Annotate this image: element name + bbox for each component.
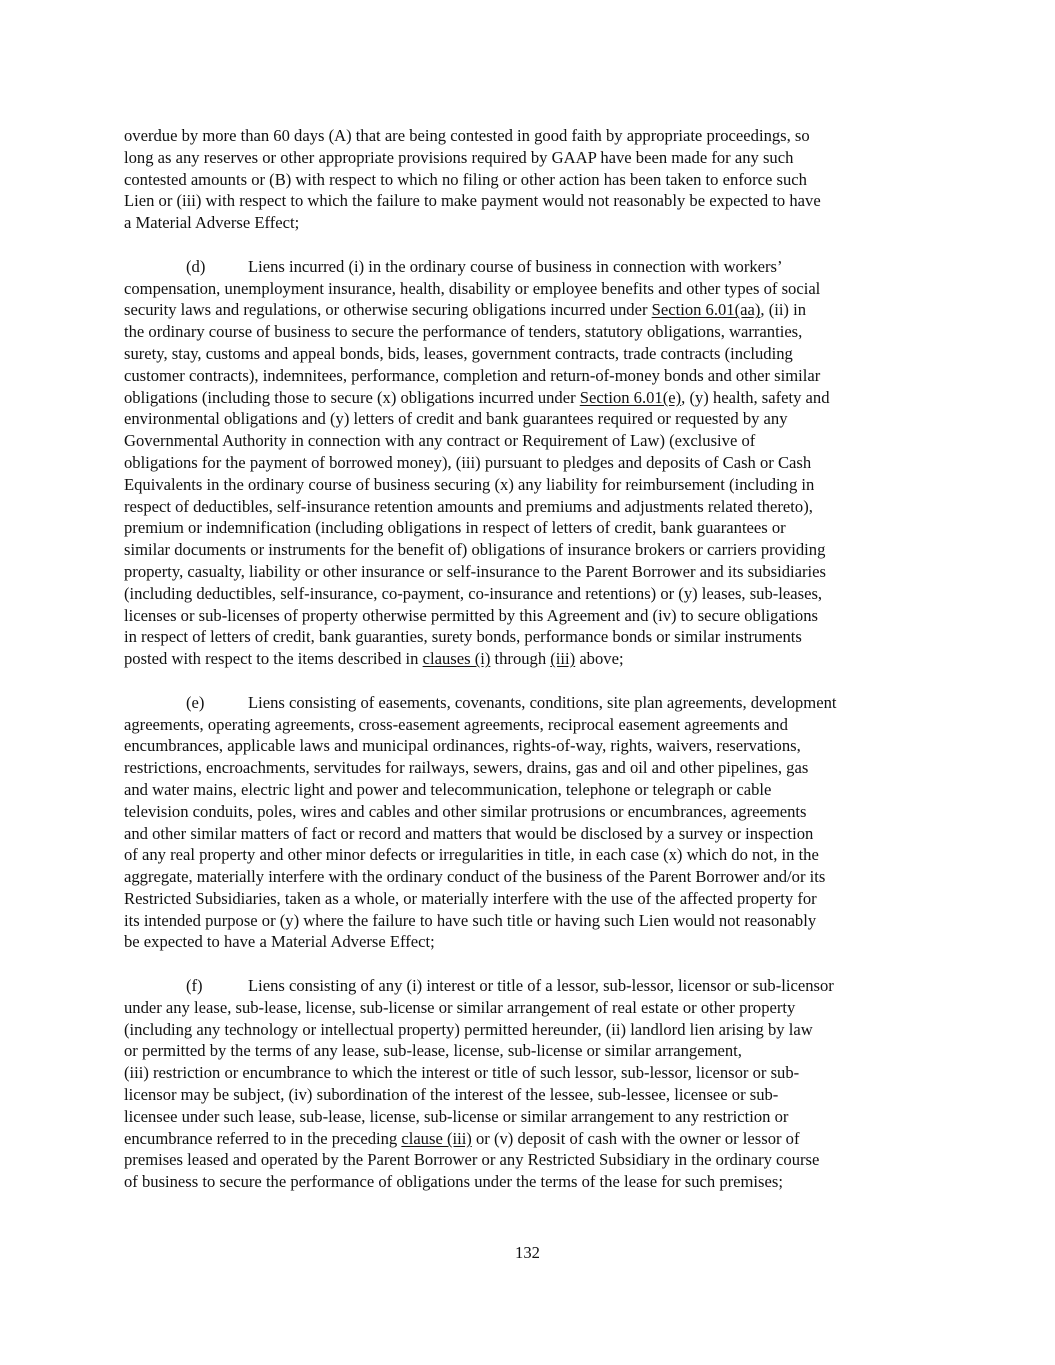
text-line: be expected to have a Material Adverse Effect;: [124, 932, 435, 952]
text-line: its intended purpose or (y) where the failure to have such title or having such Lien would not reasonably: [124, 910, 817, 930]
text-line: property, casualty, liability or other insurance or self-insurance to the Parent Borrower and its subsidiaries: [124, 561, 826, 581]
text-line: compensation, unemployment insurance, health, disability or employee benefits and other types of social: [124, 278, 821, 298]
text-line: in respect of letters of credit, bank guaranties, surety bonds, performance bonds or similar instruments: [124, 627, 802, 647]
text-segment: above;: [575, 649, 624, 669]
text-line: [124, 975, 936, 997]
text-line: premium or indemnification (including obligations in respect of letters of credit, bank guarantees or: [124, 518, 786, 538]
text-line: (including any technology or intellectual property) permitted hereunder, (ii) landlord lien arising by law: [124, 1019, 813, 1039]
text-line: licensor may be subject, (iv) subordination of the interest of the lessee, sub-lessee, licensee or sub-: [124, 1085, 779, 1105]
text-segment: obligations (including those to secure (x) obligations incurred under: [124, 387, 580, 407]
text-line: surety, stay, customs and appeal bonds, bids, leases, government contracts, trade contracts (including: [124, 343, 793, 363]
text-segment: Liens incurred (i) in the ordinary course of business in connection with workers’: [248, 256, 783, 276]
text-line: [124, 1128, 936, 1150]
text-segment: Liens consisting of easements, covenants, conditions, site plan agreements, development: [248, 692, 837, 712]
text-line: (including deductibles, self-insurance, co-payment, co-insurance and retentions) or (y) leases, sub-leases,: [124, 583, 823, 603]
clause-reference: clause (iii): [401, 1128, 472, 1148]
text-line: contested amounts or (B) with respect to which no filing or other action has been taken to enforce such: [124, 169, 807, 189]
clause-label: (e): [186, 692, 205, 712]
text-line: respect of deductibles, self-insurance retention amounts and premiums and adjustments related thereto),: [124, 496, 813, 516]
paragraph-e: [124, 692, 936, 954]
text-line: licenses or sub-licenses of property otherwise permitted by this Agreement and (iv) to secure obligations: [124, 605, 818, 625]
text-line: similar documents or instruments for the benefit of) obligations of insurance brokers or carriers providing: [124, 540, 826, 560]
section-reference: Section 6.01(e): [579, 387, 682, 407]
paragraph-d: [124, 256, 936, 670]
clause-label: (d): [186, 256, 206, 276]
text-line: aggregate, materially interfere with the ordinary conduct of the business of the Parent Borrower and/or its: [124, 867, 826, 887]
text-line: the ordinary course of business to secure the performance of tenders, statutory obligations, warranties,: [124, 322, 803, 342]
text-segment: or (v) deposit of cash with the owner or lessor of: [471, 1128, 800, 1148]
text-line: Equivalents in the ordinary course of business securing (x) any liability for reimbursement (including in: [124, 474, 815, 494]
text-line: of any real property and other minor defects or irregularities in title, in each case (x) which do not, in the: [124, 845, 819, 865]
text-line: restrictions, encroachments, servitudes for railways, sewers, drains, gas and oil and other pipelines, gas: [124, 758, 809, 778]
text-segment: encumbrance referred to in the preceding: [124, 1128, 402, 1148]
text-line: overdue by more than 60 days (A) that are being contested in good faith by appropriate proceedings, so: [124, 126, 810, 145]
text-line: [124, 692, 936, 714]
text-line: or permitted by the terms of any lease, sub-lease, license, sub-license or similar arrangement,: [124, 1041, 742, 1061]
text-line: and water mains, electric light and power and telecommunication, telephone or telegraph or cable: [124, 779, 772, 799]
text-line: and other similar matters of fact or record and matters that would be disclosed by a survey or inspection: [124, 823, 814, 843]
text-line: television conduits, poles, wires and cables and other similar protrusions or encumbrances, agreements: [124, 801, 807, 821]
text-line: premises leased and operated by the Parent Borrower or any Restricted Subsidiary in the ordinary course: [124, 1150, 820, 1170]
text-line: customer contracts), indemnitees, performance, completion and return-of-money bonds and other similar: [124, 365, 821, 385]
text-line: a Material Adverse Effect;: [124, 213, 300, 233]
text-segment: Liens consisting of any (i) interest or title of a lessor, sub-lessor, licensor or sub-licensor: [248, 976, 834, 996]
text-line: under any lease, sub-lease, license, sub-license or similar arrangement of real estate or other property: [124, 997, 796, 1017]
section-reference: Section 6.01(aa): [651, 300, 761, 320]
text-line: licensee under such lease, sub-lease, license, sub-license or similar arrangement to any restriction or: [124, 1106, 789, 1126]
text-line: Lien or (iii) with respect to which the failure to make payment would not reasonably be expected to have: [124, 191, 821, 211]
text-line: Governmental Authority in connection with any contract or Requirement of Law) (exclusive of: [124, 431, 756, 451]
paragraph-continuation: [124, 125, 936, 234]
text-segment: , (y) health, safety and: [681, 387, 830, 407]
text-line: [124, 387, 936, 409]
text-line: Restricted Subsidiaries, taken as a whole, or materially interfere with the use of the affected property for: [124, 888, 817, 908]
paragraph-f: [124, 975, 936, 1193]
text-line: agreements, operating agreements, cross-easement agreements, reciprocal easement agreements and: [124, 714, 788, 734]
text-line: long as any reserves or other appropriate provisions required by GAAP have been made for any such: [124, 147, 794, 167]
clause-reference: (iii): [550, 649, 576, 669]
text-segment: posted with respect to the items described in: [124, 649, 423, 669]
text-line: [124, 256, 936, 278]
text-line: encumbrances, applicable laws and municipal ordinances, rights-of-way, rights, waivers, reservations,: [124, 736, 801, 756]
text-line: obligations for the payment of borrowed money), (iii) pursuant to pledges and deposits of Cash or Cash: [124, 452, 812, 472]
clause-reference: clauses (i): [422, 649, 491, 669]
text-line: [124, 648, 936, 670]
text-line: environmental obligations and (y) letters of credit and bank guarantees required or requested by any: [124, 409, 788, 429]
page-number: 132: [515, 1243, 540, 1262]
text-line: (iii) restriction or encumbrance to which the interest or title of such lessor, sub-lessor, licensor or sub-: [124, 1063, 800, 1083]
text-line: of business to secure the performance of obligations under the terms of the lease for such premises;: [124, 1172, 783, 1192]
text-segment: , (ii) in: [760, 300, 807, 320]
document-page: [124, 125, 936, 1193]
text-segment: security laws and regulations, or otherwise securing obligations incurred under: [124, 300, 652, 320]
text-segment: through: [490, 649, 551, 669]
clause-label: (f): [186, 976, 203, 996]
text-line: [124, 299, 936, 321]
